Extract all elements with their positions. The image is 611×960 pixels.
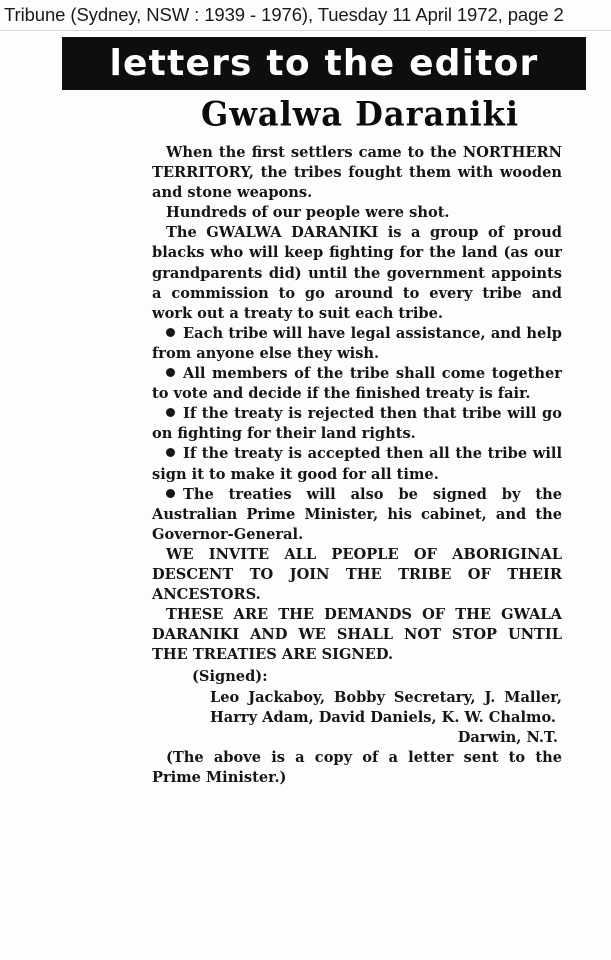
location: Darwin, N.T. (457, 728, 558, 746)
signatories: Leo Jackaboy, Bobby Secretary, J. Maller, Harry Adam, David Daniels, K. W. Chalmo. (210, 688, 562, 726)
bullet-item (152, 404, 562, 444)
paragraph-3: The GWALWA DARANIKI is a group of proud blacks who will keep fighting for the land (as our grandparents did) until the government appoints a commission to go around to every tribe and work out a treaty to suit each tribe. (152, 224, 562, 322)
bullet-dot-icon (166, 448, 175, 457)
bullet-dot-icon (166, 328, 175, 337)
section-banner: letters to the editor (62, 37, 586, 90)
bullet-text: All members of the tribe shall come together to vote and decide if the finished treaty is fair. (152, 365, 562, 403)
bullet-item (152, 485, 562, 545)
bullet-text: If the treaty is rejected then that tribe will go on fighting for their land rights. (152, 405, 562, 443)
paragraph-1: When the first settlers came to the NORTHERN TERRITORY, the tribes fought them with wooden and stone weapons. (152, 144, 562, 202)
bullet-text: Each tribe will have legal assistance, and help from anyone else they wish. (152, 324, 562, 362)
bullet-item (152, 324, 562, 364)
header-divider (0, 30, 611, 31)
paragraph-2: Hundreds of our people were shot. (166, 204, 450, 222)
letter-body (152, 143, 562, 788)
bullet-item (152, 364, 562, 404)
bullet-item (152, 444, 562, 484)
article-headline: Gwalwa Daraniki (200, 94, 519, 134)
signed-label: (Signed): (192, 668, 268, 686)
editor-note: (The above is a copy of a letter sent to the Prime Minister.) (152, 748, 562, 786)
closing-demands: THESE ARE THE DEMANDS OF THE GWALA DARANIKI AND WE SHALL NOT STOP UNTIL THE TREATIES ARE SIGNED. (152, 606, 562, 664)
bullet-text: If the treaty is accepted then all the tribe will sign it to make it good for all time. (152, 445, 562, 483)
bullet-dot-icon (166, 489, 175, 498)
bullet-text: The treaties will also be signed by the Australian Prime Minister, his cabinet, and the Governor-General. (152, 485, 562, 543)
closing-invitation: WE INVITE ALL PEOPLE OF ABORIGINAL DESCENT TO JOIN THE TRIBE OF THEIR ANCESTORS. (152, 545, 562, 604)
source-citation: Tribune (Sydney, NSW : 1939 - 1976), Tuesday 11 April 1972, page 2 (4, 4, 564, 25)
bullet-dot-icon (166, 368, 175, 377)
bullet-dot-icon (166, 408, 175, 417)
